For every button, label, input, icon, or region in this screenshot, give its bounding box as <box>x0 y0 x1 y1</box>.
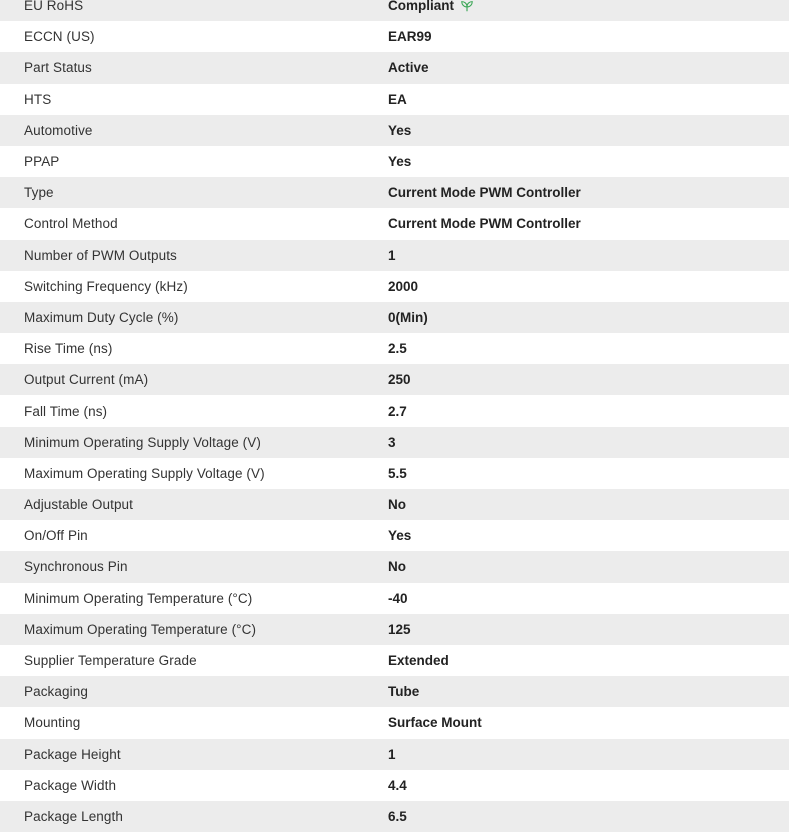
spec-value: 4.4 <box>388 777 407 793</box>
leaf-icon <box>460 0 474 13</box>
spec-row <box>0 551 789 582</box>
spec-label: Synchronous Pin <box>24 559 128 575</box>
spec-label: Package Width <box>24 777 117 793</box>
spec-label: On/Off Pin <box>24 528 88 544</box>
spec-row <box>0 146 789 177</box>
spec-value: Tube <box>388 684 420 700</box>
spec-row <box>0 364 789 395</box>
spec-value: No <box>388 559 406 575</box>
spec-value: No <box>388 497 406 513</box>
spec-label: Number of PWM Outputs <box>24 247 177 263</box>
spec-label: Supplier Temperature Grade <box>24 653 197 669</box>
spec-value: 2000 <box>388 278 419 294</box>
spec-label: Maximum Operating Supply Voltage (V) <box>24 465 265 481</box>
spec-value: 2.5 <box>388 341 407 357</box>
spec-value-container <box>388 0 789 13</box>
spec-row <box>0 208 789 239</box>
spec-value: 2.7 <box>388 403 407 419</box>
spec-row-eu-rohs <box>0 0 789 21</box>
spec-value: Current Mode PWM Controller <box>388 185 581 201</box>
spec-label: Package Length <box>24 808 123 824</box>
spec-value: Compliant <box>388 0 454 14</box>
spec-label: Control Method <box>24 216 118 232</box>
spec-row <box>0 84 789 115</box>
spec-label: EU RoHS <box>24 0 84 14</box>
spec-row <box>0 489 789 520</box>
spec-row <box>0 645 789 676</box>
spec-value: Yes <box>388 528 412 544</box>
spec-row <box>0 115 789 146</box>
spec-row <box>0 707 789 738</box>
spec-label: ECCN (US) <box>24 29 95 45</box>
spec-row <box>0 739 789 770</box>
spec-row <box>0 770 789 801</box>
spec-label: PPAP <box>24 154 60 170</box>
spec-label: Packaging <box>24 684 88 700</box>
spec-label: Maximum Duty Cycle (%) <box>24 309 179 325</box>
spec-row <box>0 458 789 489</box>
spec-label: Switching Frequency (kHz) <box>24 278 188 294</box>
spec-value: 6.5 <box>388 808 407 824</box>
spec-label: Type <box>24 185 54 201</box>
spec-value: -40 <box>388 590 408 606</box>
spec-label: Minimum Operating Supply Voltage (V) <box>24 434 261 450</box>
spec-row <box>0 520 789 551</box>
spec-value: 3 <box>388 434 396 450</box>
spec-value: 0(Min) <box>388 309 428 325</box>
spec-label: Automotive <box>24 122 93 138</box>
spec-label: Rise Time (ns) <box>24 341 113 357</box>
spec-row <box>0 395 789 426</box>
spec-row <box>0 52 789 83</box>
spec-row <box>0 21 789 52</box>
spec-label: Mounting <box>24 715 81 731</box>
spec-row <box>0 333 789 364</box>
spec-value: Extended <box>388 653 449 669</box>
spec-value: 125 <box>388 621 411 637</box>
spec-value: 1 <box>388 247 396 263</box>
spec-label: Output Current (mA) <box>24 372 149 388</box>
spec-label: Minimum Operating Temperature (°C) <box>24 590 253 606</box>
spec-value: Surface Mount <box>388 715 482 731</box>
spec-value: Active <box>388 60 429 76</box>
spec-label: Package Height <box>24 746 121 762</box>
spec-row <box>0 271 789 302</box>
spec-row <box>0 583 789 614</box>
spec-label: Maximum Operating Temperature (°C) <box>24 621 257 637</box>
spec-row <box>0 427 789 458</box>
spec-label: HTS <box>24 91 52 107</box>
spec-value: Yes <box>388 122 412 138</box>
spec-value: 5.5 <box>388 465 407 481</box>
spec-value: EAR99 <box>388 29 432 45</box>
spec-value: 250 <box>388 372 411 388</box>
spec-label: Fall Time (ns) <box>24 403 108 419</box>
spec-row <box>0 177 789 208</box>
spec-label: Adjustable Output <box>24 497 134 513</box>
spec-value: Yes <box>388 154 412 170</box>
spec-value: EA <box>388 91 407 107</box>
spec-label: Part Status <box>24 60 92 76</box>
spec-row <box>0 302 789 333</box>
spec-row <box>0 614 789 645</box>
spec-row <box>0 676 789 707</box>
spec-row <box>0 801 789 832</box>
spec-value: Current Mode PWM Controller <box>388 216 581 232</box>
spec-row <box>0 240 789 271</box>
spec-value: 1 <box>388 746 396 762</box>
